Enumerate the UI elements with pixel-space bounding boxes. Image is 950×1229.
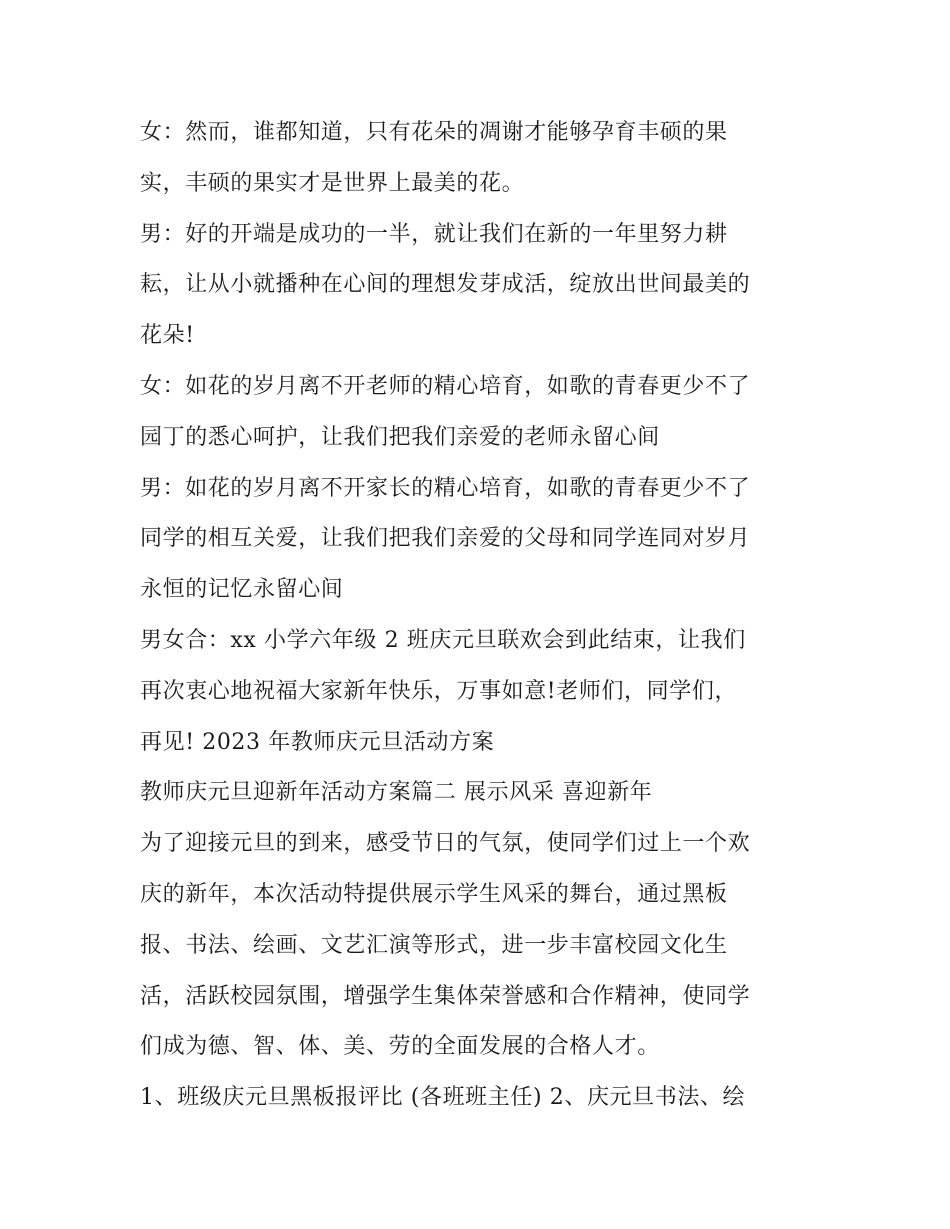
text-line: 园丁的悉心呵护，让我们把我们亲爱的老师永留心间 [140,424,660,450]
text-line: 再次衷心地祝福大家新年快乐，万事如意!老师们，同学们， [140,678,738,704]
text-line: 为了迎接元旦的到来，感受节日的气氛，使同学们过上一个欢 [140,831,751,857]
text-line: 报、书法、绘画、文艺汇演等形式，进一步丰富校园文化生 [140,932,728,958]
text-line: 活，活跃校园氛围，增强学生集体荣誉感和合作精神，使同学 [140,983,751,1009]
document-body [140,108,830,1124]
text-line: 耘，让从小就播种在心间的理想发芽成活，绽放出世间最美的 [140,272,751,298]
text-line: 庆的新年，本次活动特提供展示学生风采的舞台，通过黑板 [140,881,728,907]
text-line: 1、班级庆元旦黑板报评比 (各班班主任) 2、庆元旦书法、绘 [140,1085,746,1111]
text-line: 男女合：xx 小学六年级 2 班庆元旦联欢会到此结束，让我们 [140,627,746,653]
text-line: 教师庆元旦迎新年活动方案篇二 展示风采 喜迎新年 [140,780,653,806]
text-line: 同学的相互关爱，让我们把我们亲爱的父母和同学连同对岁月 [140,526,751,552]
text-line: 女：然而，谁都知道，只有花朵的凋谢才能够孕育丰硕的果 [140,120,728,145]
text-line: 实，丰硕的果实才是世界上最美的花。 [140,170,525,196]
text-line: 男：如花的岁月离不开家长的精心培育，如歌的青春更少不了 [140,475,751,501]
text-line: 花朵! [140,323,195,349]
text-line: 男：好的开端是成功的一半，就让我们在新的一年里努力耕 [140,221,728,247]
text-line: 永恒的记忆永留心间 [140,577,344,603]
text-line: 们成为德、智、体、美、劳的全面发展的合格人才。 [140,1034,660,1060]
text-line: 再见! 2023 年教师庆元旦活动方案 [140,729,495,755]
text-line: 女：如花的岁月离不开老师的精心培育，如歌的青春更少不了 [140,373,751,399]
